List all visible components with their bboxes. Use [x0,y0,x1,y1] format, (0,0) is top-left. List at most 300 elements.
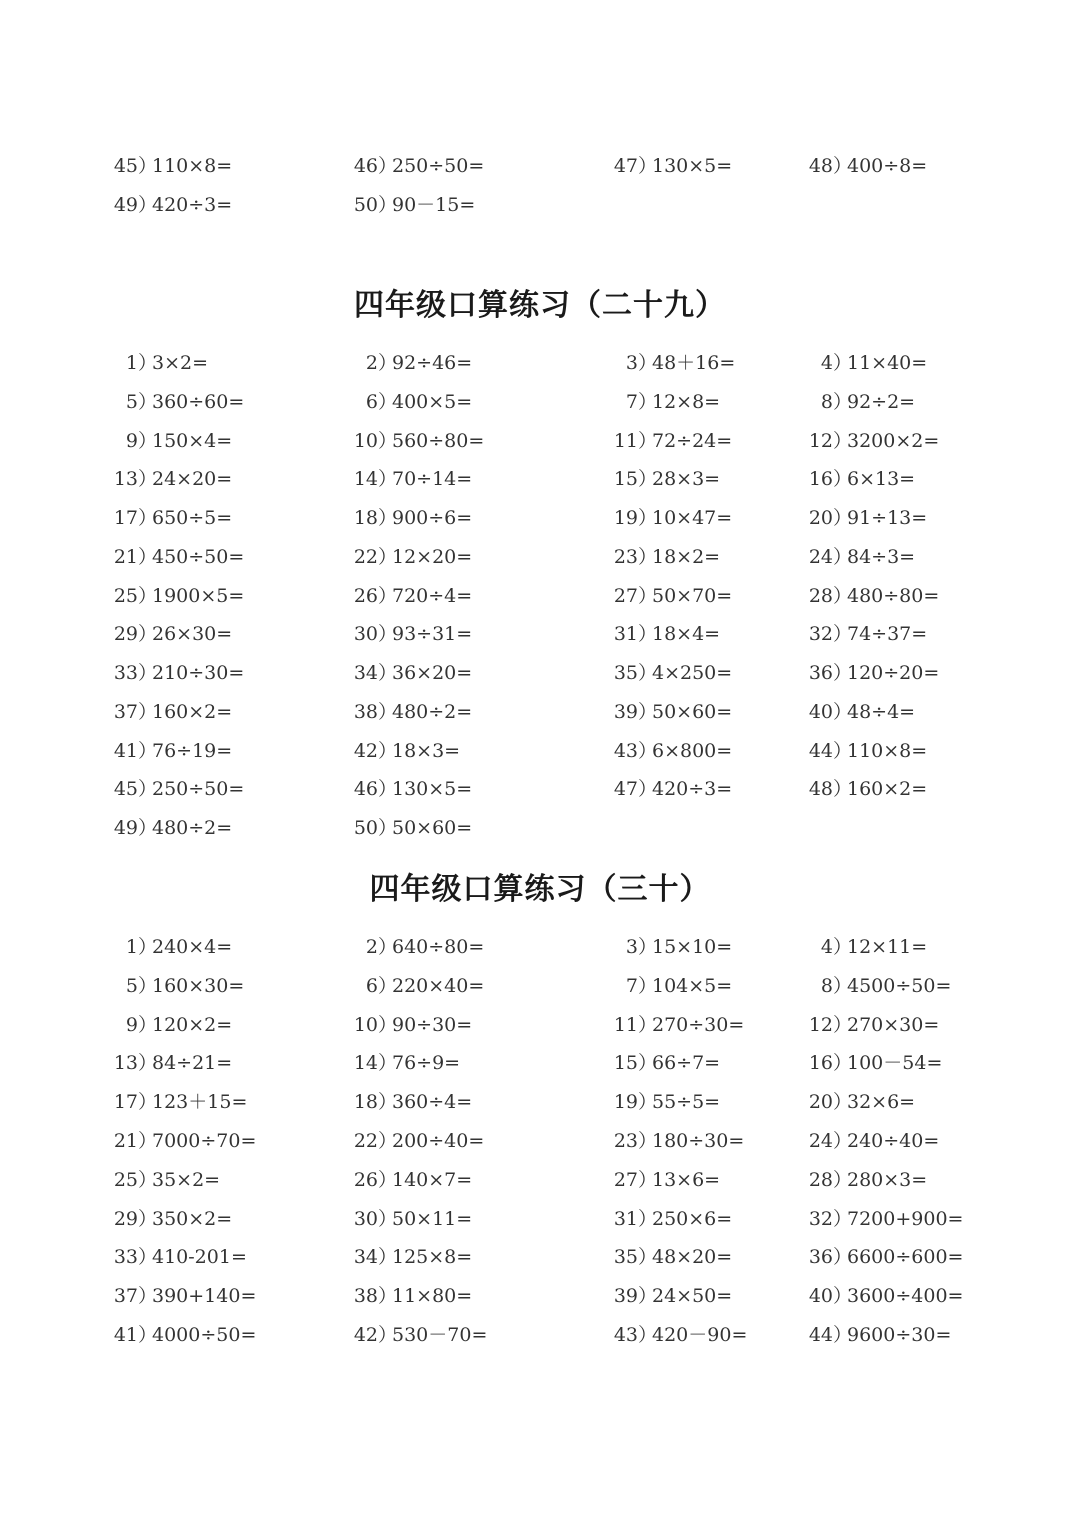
problem-number: 33 [113,1246,138,1269]
problem-item [348,190,475,220]
problem-expression: 50×60= [392,817,473,839]
number-paren: ） [378,974,398,997]
problem-number: 25 [113,1168,138,1191]
problem-item [348,503,472,533]
problem-row [0,503,1080,533]
problem-item [348,697,472,727]
problem-item [348,464,472,494]
problem-item [108,1165,220,1195]
number-paren: ） [833,1324,853,1346]
problem-expression: 84÷3= [847,545,916,568]
problem-expression: 650÷5= [152,507,233,529]
number-paren: ） [638,390,658,413]
problem-expression: 360÷4= [392,1091,473,1114]
problem-number: 20 [808,1091,833,1114]
problem-number: 28 [808,584,833,607]
problem-number: 34 [353,1246,378,1269]
problem-item [108,426,232,456]
problem-number: 38 [353,1285,378,1308]
number-paren: ） [138,936,158,958]
problem-item [610,697,732,727]
number-paren: ） [638,507,658,529]
problem-expression: 104×5= [652,974,733,997]
problem-row [0,1204,1080,1234]
number-paren: ） [833,739,853,762]
problem-expression: 720÷4= [392,584,473,607]
problem-item [805,426,939,456]
number-paren: ） [833,1207,853,1230]
problem-row [0,1010,1080,1040]
problem-item [610,1204,732,1234]
number-paren: ） [638,1052,658,1075]
problem-number: 17 [113,507,138,529]
number-paren: ） [138,700,158,723]
problem-item [610,503,732,533]
problem-item [805,581,939,611]
problem-item [348,774,472,804]
problem-number: 22 [353,545,378,568]
problem-number: 32 [808,1207,833,1230]
problem-item [348,581,472,611]
problem-row [0,426,1080,456]
problem-expression: 130×5= [652,155,733,177]
problem-number: 4 [820,936,833,958]
number-paren: ） [638,1207,658,1230]
problem-item [805,1087,915,1117]
problem-expression: 18×3= [392,739,461,762]
problem-item [610,426,732,456]
problem-number: 50 [353,193,378,216]
problem-number: 19 [613,507,638,529]
problem-row [0,697,1080,727]
number-paren: ） [378,623,398,646]
number-paren: ） [378,390,398,413]
number-paren: ） [378,739,398,762]
problem-item [108,736,232,766]
problem-expression: 420－90= [652,1324,748,1346]
number-paren: ） [138,545,158,568]
problem-item [348,619,472,649]
problem-number: 42 [353,739,378,762]
problem-number: 29 [113,1207,138,1230]
problem-item [108,658,244,688]
problem-expression: 48×20= [652,1246,733,1269]
problem-number: 7 [625,390,638,413]
problem-row [0,774,1080,804]
problem-expression: 91÷13= [847,507,928,529]
problem-number: 21 [113,545,138,568]
problem-row [0,387,1080,417]
problem-item [610,736,732,766]
problem-item [108,542,244,572]
problem-number: 24 [808,1130,833,1152]
number-paren: ） [638,700,658,723]
problem-number: 49 [113,817,138,839]
problem-expression: 123＋15= [152,1091,248,1114]
problem-item [108,1204,232,1234]
problem-number: 43 [613,739,638,762]
problem-item [108,1010,232,1040]
problem-number: 29 [113,623,138,646]
problem-item [108,1087,247,1117]
problem-row [0,813,1080,843]
number-paren: ） [833,1013,853,1036]
number-paren: ） [138,974,158,997]
problem-number: 26 [353,584,378,607]
problem-expression: 3×2= [152,352,209,374]
problem-item [108,387,244,417]
problem-item [805,1048,942,1078]
problem-item [805,932,927,962]
problem-number: 10 [353,1013,378,1036]
problem-number: 46 [353,778,378,801]
problem-number: 31 [613,1207,638,1230]
problem-expression: 130×5= [392,778,473,801]
problem-number: 34 [353,662,378,684]
problem-item [610,1010,744,1040]
problem-expression: 220×40= [392,974,485,997]
number-paren: ） [138,155,158,177]
problem-expression: 150×4= [152,429,233,452]
problem-item [348,1010,472,1040]
problem-expression: 93÷31= [392,623,473,646]
problem-item [348,348,472,378]
problem-item [610,1242,732,1272]
problem-expression: 400÷8= [847,155,928,177]
problem-item [348,1048,460,1078]
problem-item [348,1087,472,1117]
number-paren: ） [638,974,658,997]
problem-expression: 480÷80= [847,584,940,607]
problem-number: 22 [353,1130,378,1152]
problem-expression: 10×47= [652,507,733,529]
problem-number: 35 [613,1246,638,1269]
problem-expression: 100－54= [847,1052,943,1075]
problem-item [805,1320,951,1350]
problem-row [0,1242,1080,1272]
number-paren: ） [378,1091,398,1114]
problem-expression: 240÷40= [847,1130,940,1152]
number-paren: ） [833,1285,853,1308]
problem-item [108,1126,256,1156]
number-paren: ） [378,429,398,452]
problem-expression: 24×50= [652,1285,733,1308]
problem-number: 23 [613,1130,638,1152]
number-paren: ） [378,1052,398,1075]
problem-item [805,464,915,494]
problem-row [0,581,1080,611]
number-paren: ） [638,623,658,646]
problem-item [610,387,720,417]
problem-row [0,1048,1080,1078]
number-paren: ） [138,584,158,607]
number-paren: ） [138,1013,158,1036]
problem-number: 4 [820,352,833,374]
problem-expression: 18×2= [652,545,721,568]
problem-item [805,658,939,688]
number-paren: ） [378,468,398,491]
problem-expression: 270÷30= [652,1013,745,1036]
number-paren: ） [138,623,158,646]
problem-expression: 72÷24= [652,429,733,452]
number-paren: ） [638,1013,658,1036]
problem-expression: 7000÷70= [152,1130,257,1152]
problem-expression: 4000÷50= [152,1324,257,1346]
number-paren: ） [638,662,658,684]
problem-number: 40 [808,1285,833,1308]
number-paren: ） [638,545,658,568]
problem-row [0,190,1080,220]
problem-number: 9 [125,1013,138,1036]
problem-number: 47 [613,155,638,177]
problem-row [0,971,1080,1001]
number-paren: ） [638,1168,658,1191]
problem-item [348,813,472,843]
problem-item [610,971,732,1001]
number-paren: ） [638,468,658,491]
number-paren: ） [378,1130,398,1152]
problem-expression: 66÷7= [652,1052,721,1075]
problem-expression: 6600÷600= [847,1246,964,1269]
number-paren: ） [378,1285,398,1308]
problem-number: 14 [353,468,378,491]
problem-expression: 48÷4= [847,700,916,723]
problem-row [0,1320,1080,1350]
problem-row [0,736,1080,766]
problem-number: 5 [125,390,138,413]
number-paren: ） [378,584,398,607]
problem-number: 41 [113,1324,138,1346]
problem-number: 20 [808,507,833,529]
problem-number: 13 [113,468,138,491]
number-paren: ） [378,507,398,529]
number-paren: ） [138,778,158,801]
problem-number: 47 [613,778,638,801]
problem-item [805,151,927,181]
problem-expression: 11×40= [847,352,928,374]
problem-number: 37 [113,1285,138,1308]
number-paren: ） [138,1091,158,1114]
problem-item [348,932,484,962]
problem-item [348,1165,472,1195]
problem-item [108,619,232,649]
problem-number: 5 [125,974,138,997]
problem-number: 32 [808,623,833,646]
number-paren: ） [833,429,853,452]
problem-item [348,1126,484,1156]
number-paren: ） [833,623,853,646]
problem-number: 36 [808,662,833,684]
section-title: 四年级口算练习（二十九） [354,288,726,323]
problem-number: 40 [808,700,833,723]
problem-number: 25 [113,584,138,607]
number-paren: ） [638,1091,658,1114]
problem-item [805,1010,939,1040]
problem-number: 46 [353,155,378,177]
problem-expression: 6×13= [847,468,916,491]
problem-number: 44 [808,1324,833,1346]
problem-number: 1 [125,936,138,958]
problem-number: 39 [613,700,638,723]
problem-number: 3 [625,352,638,374]
number-paren: ） [138,1130,158,1152]
number-paren: ） [833,584,853,607]
problem-number: 38 [353,700,378,723]
problem-expression: 48＋16= [652,352,736,374]
problem-expression: 1900×5= [152,584,245,607]
problem-number: 33 [113,662,138,684]
problem-item [610,581,732,611]
problem-item [610,1048,720,1078]
number-paren: ） [378,1013,398,1036]
problem-expression: 400×5= [392,390,473,413]
number-paren: ） [833,936,853,958]
problem-row [0,464,1080,494]
problem-item [348,736,460,766]
problem-number: 48 [808,155,833,177]
problem-item [348,151,484,181]
number-paren: ） [378,662,398,684]
problem-item [108,1281,256,1311]
problem-item [805,1242,963,1272]
problem-item [108,813,232,843]
problem-expression: 160×2= [152,700,233,723]
problem-number: 14 [353,1052,378,1075]
number-paren: ） [638,155,658,177]
problem-item [805,503,927,533]
problem-expression: 9600÷30= [847,1324,952,1346]
problem-expression: 120×2= [152,1013,233,1036]
number-paren: ） [138,352,158,374]
problem-item [108,932,232,962]
problem-expression: 3200×2= [847,429,940,452]
problem-expression: 11×80= [392,1285,473,1308]
problem-expression: 36×20= [392,662,473,684]
problem-expression: 250×6= [652,1207,733,1230]
problem-expression: 350×2= [152,1207,233,1230]
problem-number: 23 [613,545,638,568]
number-paren: ） [138,1207,158,1230]
problem-number: 30 [353,1207,378,1230]
number-paren: ） [138,1246,158,1269]
problem-number: 1 [125,352,138,374]
number-paren: ） [138,390,158,413]
problem-expression: 4500÷50= [847,974,952,997]
problem-expression: 6×800= [652,739,733,762]
problem-item [805,387,915,417]
problem-expression: 50×70= [652,584,733,607]
problem-expression: 125×8= [392,1246,473,1269]
problem-number: 21 [113,1130,138,1152]
problem-expression: 360÷60= [152,390,245,413]
number-paren: ） [378,817,398,839]
problem-expression: 92÷46= [392,352,473,374]
problem-expression: 26×30= [152,623,233,646]
problem-number: 13 [113,1052,138,1075]
problem-item [108,697,232,727]
problem-expression: 250÷50= [392,155,485,177]
problem-number: 18 [353,1091,378,1114]
number-paren: ） [638,1285,658,1308]
problem-expression: 70÷14= [392,468,473,491]
problem-number: 48 [808,778,833,801]
problem-item [348,658,472,688]
problem-expression: 160×30= [152,974,245,997]
number-paren: ） [638,352,658,374]
problem-row [0,1087,1080,1117]
problem-expression: 120÷20= [847,662,940,684]
problem-row [0,151,1080,181]
number-paren: ） [138,739,158,762]
problem-item [610,151,732,181]
number-paren: ） [378,1168,398,1191]
number-paren: ） [138,1052,158,1075]
number-paren: ） [138,1285,158,1308]
problem-item [805,697,915,727]
problem-expression: 450÷50= [152,545,245,568]
problem-expression: 110×8= [847,739,928,762]
number-paren: ） [833,468,853,491]
problem-item [610,1087,720,1117]
number-paren: ） [638,1324,658,1346]
number-paren: ） [638,739,658,762]
problem-expression: 35×2= [152,1168,221,1191]
number-paren: ） [833,507,853,529]
problem-number: 12 [808,429,833,452]
problem-expression: 84÷21= [152,1052,233,1075]
problem-item [108,971,244,1001]
number-paren: ） [833,662,853,684]
number-paren: ） [378,700,398,723]
problem-number: 45 [113,155,138,177]
problem-row [0,932,1080,962]
problem-expression: 480÷2= [152,817,233,839]
problem-number: 9 [125,429,138,452]
problem-expression: 18×4= [652,623,721,646]
problem-number: 10 [353,429,378,452]
problem-item [805,736,927,766]
number-paren: ） [833,700,853,723]
problem-row [0,542,1080,572]
problem-expression: 900÷6= [392,507,473,529]
problem-number: 8 [820,390,833,413]
problem-expression: 110×8= [152,155,233,177]
problem-item [610,932,732,962]
problem-expression: 180÷30= [652,1130,745,1152]
problem-expression: 15×10= [652,936,733,958]
problem-expression: 480÷2= [392,700,473,723]
problem-expression: 24×20= [152,468,233,491]
number-paren: ） [638,936,658,958]
problem-number: 39 [613,1285,638,1308]
number-paren: ） [638,1130,658,1152]
problem-item [805,1204,963,1234]
problem-item [610,658,732,688]
problem-row [0,348,1080,378]
number-paren: ） [378,193,398,216]
section-title: 四年级口算练习（三十） [369,872,711,907]
number-paren: ） [833,1052,853,1075]
number-paren: ） [833,390,853,413]
number-paren: ） [138,662,158,684]
number-paren: ） [833,974,853,997]
problem-number: 3 [625,936,638,958]
number-paren: ） [138,429,158,452]
problem-item [348,971,484,1001]
problem-item [805,774,927,804]
problem-item [610,619,720,649]
problem-number: 45 [113,778,138,801]
